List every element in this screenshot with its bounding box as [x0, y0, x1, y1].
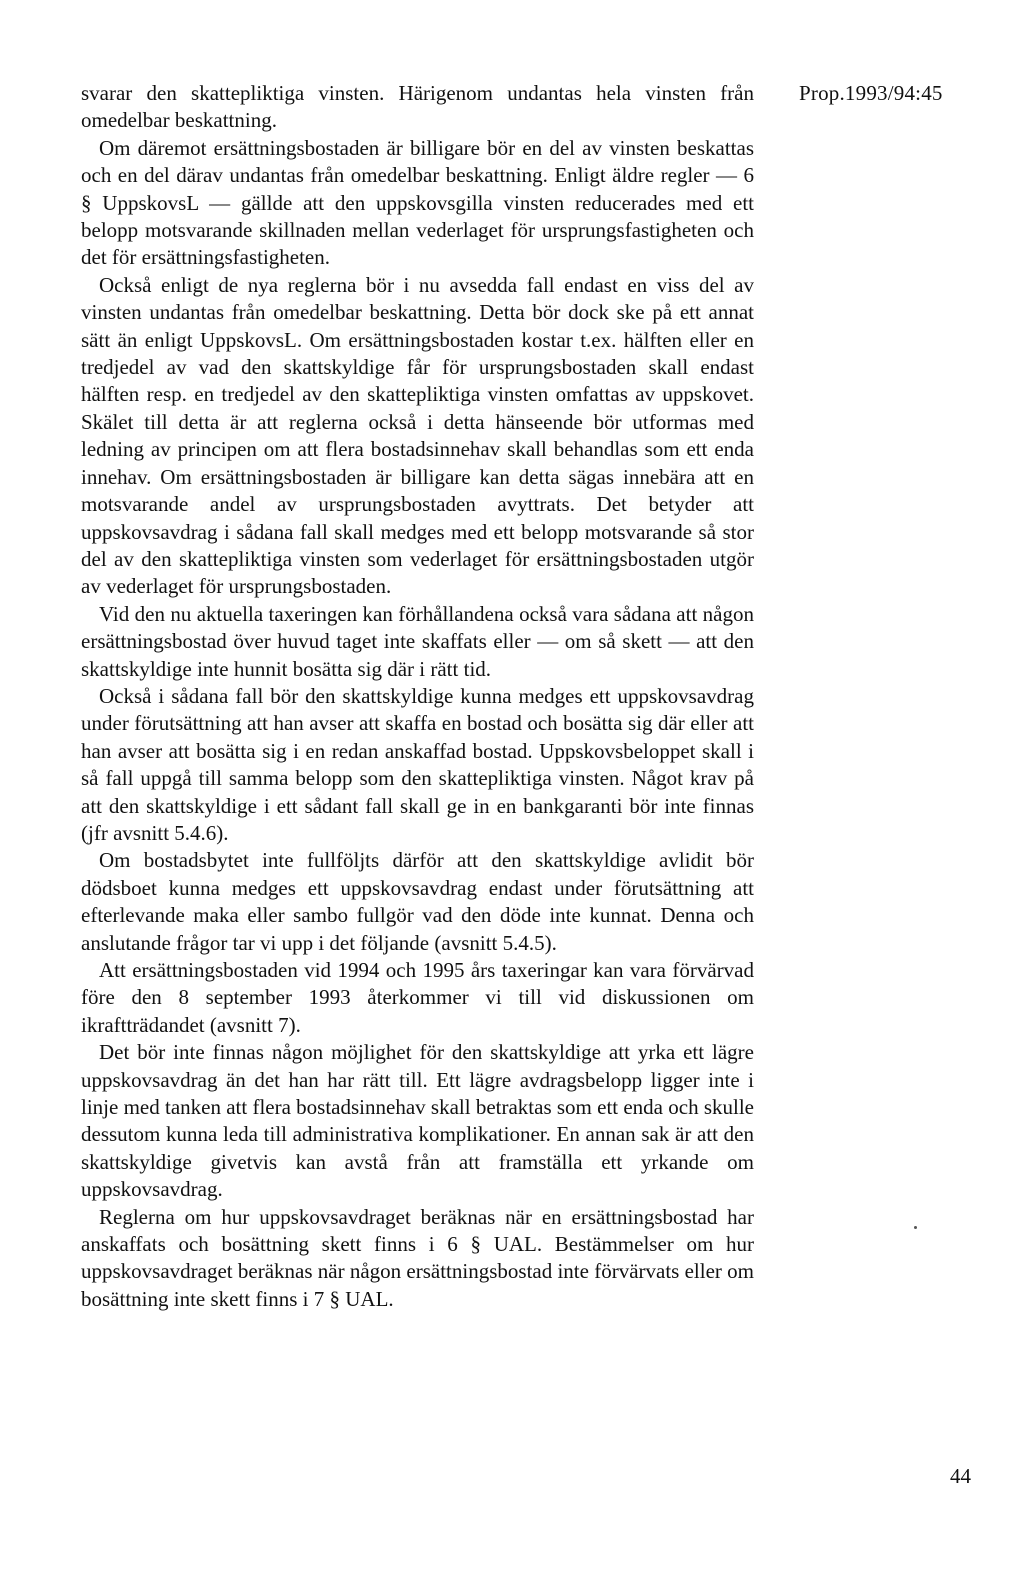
scan-speck: [914, 1226, 917, 1229]
paragraph: Att ersättningsbostaden vid 1994 och 1995 års taxeringar kan vara förvärvad före den 8 september 1993 återkommer vi till vid diskussionen om ikraftträdandet (avsnitt 7).: [81, 958, 754, 1037]
document-reference: Prop.1993/94:45: [799, 81, 943, 105]
paragraph: Om däremot ersättningsbostaden är billigare bör en del av vinsten beskattas och en del därav undantas från omedelbar beskattning. Enligt äldre regler — 6 § UppskovsL — gällde att den uppskovsgilla vinsten reducerades med ett belopp motsvarande skillnaden mellan vederlaget för ursprungsfastigheten och det för ersättningsfastigheten.: [81, 135, 754, 270]
paragraph: Det bör inte finnas någon möjlighet för den skattskyldige att yrka ett lägre uppskovsavdrag än det han har rätt till. Ett lägre avdragsbelopp ligger inte i linje med tanken att flera bostadsinnehav skall betraktas som ett enda och skulle dessutom kunna leda till administrativa komplikationer. En annan sak är att den skattskyldige givetvis kan avstå från att framställa ett yrkande om uppskovsavdrag.: [81, 1040, 754, 1202]
paragraph: Också i sådana fall bör den skattskyldige kunna medges ett uppskovsavdrag under förutsättning att han avser att skaffa en bostad och bosätta sig där eller att han avser att bosätta sig i en redan anskaffad bostad. Uppskovsbeloppet skall i så fall uppgå till samma belopp som den skattepliktiga vinsten. Något krav på att den skattskyldige i ett sådant fall skall ge in en bankgaranti bör inte finnas (jfr avsnitt 5.4.6).: [81, 683, 754, 845]
paragraph: svarar den skattepliktiga vinsten. Härigenom undantas hela vinsten från omedelbar beskattning.: [81, 81, 754, 133]
paragraph: Om bostadsbytet inte fullföljts därför att den skattskyldige avlidit bör dödsboet kunna medges ett uppskovsavdrag endast under förutsättning att efterlevande maka eller sambo fullgör vad den döde inte kunnat. Denna och anslutande frågor tar vi upp i det följande (avsnitt 5.4.5).: [81, 848, 754, 955]
body-text: [81, 80, 754, 1313]
paragraph: Vid den nu aktuella taxeringen kan förhållandena också vara sådana att någon ersättningsbostad över huvud taget inte skaffats eller — om så skett — att den skattskyldige inte hunnit bosätta sig där i rätt tid.: [81, 601, 754, 681]
page-number: 44: [950, 1464, 971, 1488]
paragraph: Reglerna om hur uppskovsavdraget beräknas när en ersättningsbostad har anskaffats och bosättning skett finns i 6 § UAL. Bestämmelser om hur uppskovsavdraget beräknas när någon ersättningsbostad inte förvärvats eller om bosättning inte skett finns i 7 § UAL.: [81, 1204, 754, 1311]
paragraph: Också enligt de nya reglerna bör i nu avsedda fall endast en viss del av vinsten undantas från omedelbar beskattning. Detta bör dock ske på ett annat sätt än enligt UppskovsL. Om ersättningsbostaden kostar t.ex. hälften eller en tredjedel av vad den skattskyldige får för ursprungsbostaden skall endast hälften resp. en tredjedel av den skattepliktiga vinsten omfattas av uppskovet. Skälet till detta är att reglerna också i detta hänseende bör utformas med ledning av principen om att flera bostadsinnehav skall behandlas som ett enda innehav. Om ersättningsbostaden är billigare kan detta sägas innebära att en motsvarande andel av ursprungsbostaden avyttrats. Det betyder att uppskovsavdrag i sådana fall skall medges med ett belopp motsvarande så stor del av den skattepliktiga vinsten som vederlaget för ersättningsbostaden utgör av vederlaget för ursprungsbostaden.: [81, 272, 754, 599]
